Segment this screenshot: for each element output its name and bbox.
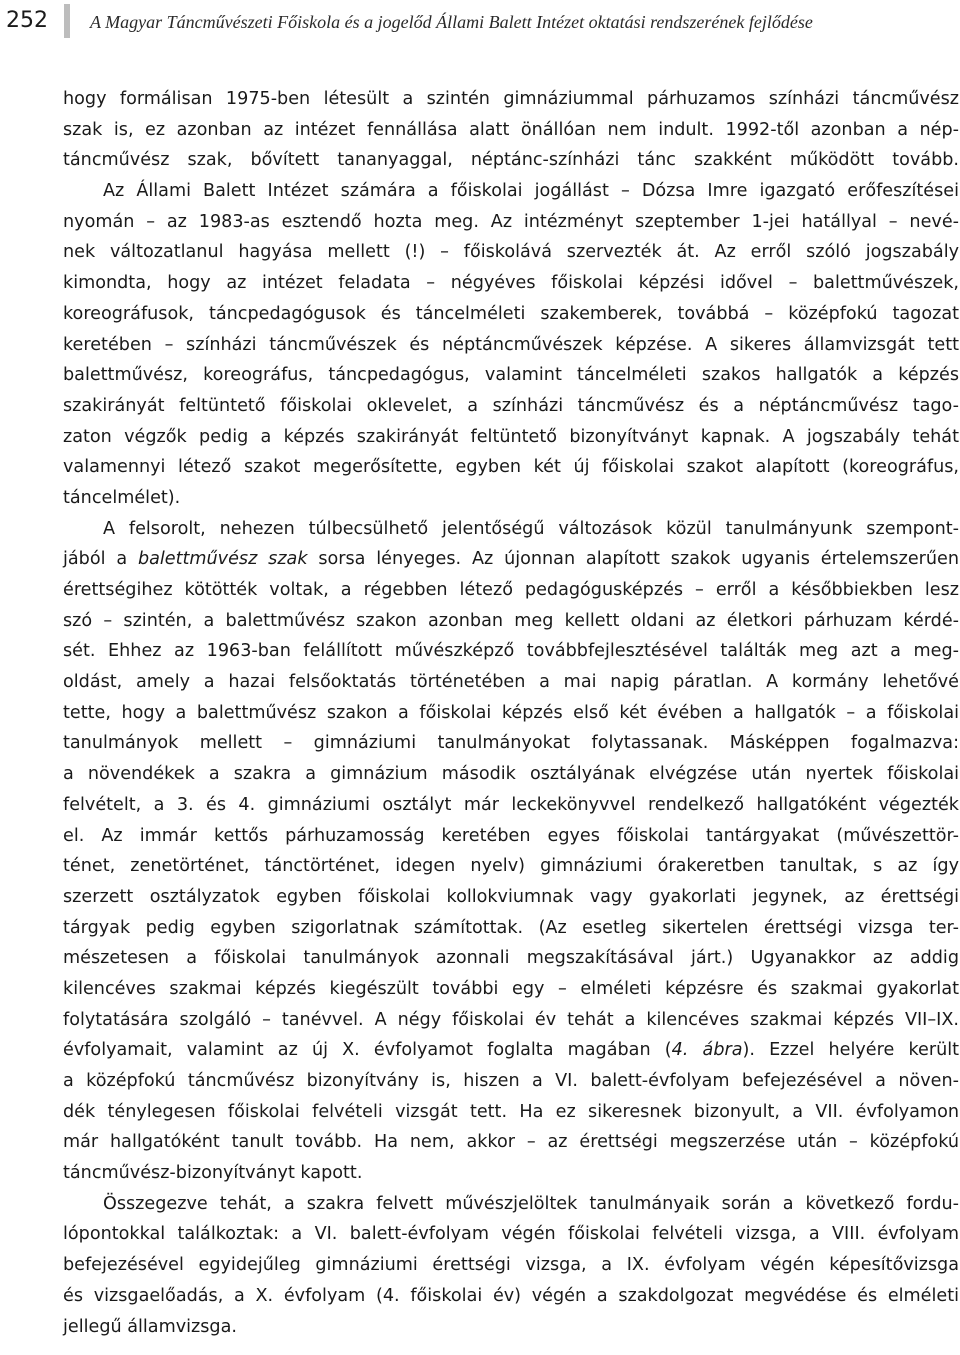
paragraph-line [63, 544, 959, 575]
paragraph-line: hogy formálisan 1975-ben létesült a szintén gimnáziummal párhuzamos színházi táncművész [63, 89, 959, 109]
header-divider [64, 4, 70, 38]
paragraph-line: szakirányát feltüntető főiskolai oklevelet, a színházi táncművész és a néptáncművész tago- [63, 395, 959, 416]
paragraph-line: A felsorolt, nehezen túlbecsülhető jelentőségű változások közül tanulmányunk szempont- [103, 518, 959, 539]
paragraph-line: felvételt, a 3. és 4. gimnáziumi osztályt már leckekönyvvel rendelkező hallgatóként végezték [63, 794, 959, 815]
paragraph-line: mészetesen a főiskolai tanulmányok azonnali megszakításával járt.) Ugyanakkor az addig [63, 948, 959, 969]
paragraph-line: érettségihez kötötték voltak, a régebben létező pedagógusképzés – erről a későbbiekben lesz [63, 580, 959, 600]
figure-reference: 4. ábra [671, 1040, 743, 1061]
text-run: ). Ezzel helyére került [742, 1040, 959, 1061]
paragraph-line: tette, hogy a balettművész szakon a főiskolai képzés első két évében a hallgatók – a főiskolai [63, 702, 959, 723]
paragraph-line [63, 1035, 959, 1066]
paragraph-line: már hallgatóként tanult tovább. Ha nem, akkor – az érettségi megszerzése után – középfokú [63, 1132, 959, 1153]
paragraph-line: valamennyi létező szakot megerősítette, egyben két új főiskolai szakot alapított (koreográfus, [63, 457, 959, 478]
paragraph-line: el. Az immár kettős párhuzamosság keretében egyes főiskolai tantárgyakat (művészettör- [63, 825, 959, 846]
page-number: 252 [6, 8, 48, 33]
paragraph-line: táncelmélet). [63, 487, 181, 508]
paragraph-line: nek változatlanul hagyása mellett (!) – főiskolává szervezték át. Az erről szóló jogszabály [63, 242, 959, 263]
paragraph-line: sét. Ehhez az 1963-ban felállított művészképző továbbfejlesztésével találták meg azt a meg- [63, 641, 959, 662]
paragraph-line: koreográfusok, táncpedagógusok és táncelméleti szakemberek, továbbá – középfokú tagozat [63, 303, 959, 324]
running-title: A Magyar Táncművészeti Főiskola és a jogelőd Állami Balett Intézet oktatási rendszerének fejlődése [90, 12, 813, 32]
paragraph-line: Összegezve tehát, a szakra felvett művészjelöltek tanulmányaik során a következő fordu- [103, 1193, 959, 1214]
paragraph-line: lópontokkal találkoztak: a VI. balett-évfolyam végén főiskolai felvételi vizsga, a VIII. évfolyam [63, 1224, 959, 1245]
text-run: évfolyamait, valamint az új X. évfolyamot foglalta magában ( [63, 1040, 672, 1061]
paragraph-line: tanulmányok mellett – gimnáziumi tanulmányokat folytassanak. Másképpen fogalmazva: [63, 733, 959, 754]
paragraph-line: a középfokú táncművész bizonyítvány is, hiszen a VI. balett-évfolyam befejezésével a növen- [63, 1071, 959, 1091]
paragraph-line: tárgyak pedig egyben szigorlatnak számítottak. (Az esetleg sikertelen érettségi vizsga ter- [63, 917, 959, 938]
paragraph-line: kimondta, hogy az intézet feladata – négyéves főiskolai képzési idővel – balettművészek, [63, 273, 959, 294]
paragraph-line: táncművész szak, bővített tananyaggal, néptánc-színházi tánc szakként működött tovább. [63, 150, 959, 171]
paragraph-line: befejezésével egyidejűleg gimnáziumi érettségi vizsga, a IX. évfolyam végén képesítővizsga [63, 1255, 959, 1276]
paragraph-line: szerzett osztályzatok egyben főiskolai kollokviumnak vagy gyakorlati jegynek, az érettségi [63, 886, 959, 907]
paragraph-line: folytatására szolgáló – tanévvel. A négy főiskolai év tehát a kilencéves szakmai képzés VII–IX. [63, 1009, 959, 1030]
paragraph-line: nyomán – az 1983-as esztendő hozta meg. Az intézményt szeptember 1-jei hatállyal – nevé- [63, 211, 959, 232]
italic-term: balettművész szak [137, 549, 308, 570]
paragraph-line: ténet, zenetörténet, tánctörténet, idegen nyelv) gimnáziumi órakeretben tanultak, s az így [63, 856, 959, 877]
paragraph-line: és vizsgaelőadás, a X. évfolyam (4. főiskolai év) végén a szakdolgozat megvédése és elméleti [63, 1285, 959, 1306]
paragraph-line: zaton végzők pedig a képzés szakirányát feltüntető bizonyítványt kapnak. A jogszabály tehát [63, 426, 959, 447]
paragraph-line: Az Állami Balett Intézet számára a főiskolai jogállást – Dózsa Imre igazgató erőfeszítései [103, 181, 959, 202]
paragraph-line: a növendékek a szakra a gimnázium második osztályának elvégzése után nyertek főiskolai [63, 764, 959, 785]
text-run: jából a [63, 549, 138, 570]
text-run: sorsa lényeges. Az újonnan alapított szakok ugyanis értelemszerűen [307, 549, 959, 570]
paragraph-line: keretében – színházi táncművészek és néptáncművészek képzése. A sikeres államvizsgát tett [63, 334, 959, 355]
paragraph-line: kilencéves szakmai képzés kiegészült további egy – elméleti képzésre és szakmai gyakorlat [63, 978, 959, 999]
paragraph-line: szak is, ez azonban az intézet fennállása alatt önállóan nem indult. 1992-től azonban a nép- [63, 119, 959, 140]
paragraph-line: szó – szintén, a balettművész szakon azonban meg kellett oldani az életkori párhuzam kérdé- [63, 610, 959, 631]
running-header [0, 0, 960, 50]
paragraph-line: dék ténylegesen főiskolai felvételi vizsgát tett. Ha ez sikeresnek bizonyult, a VII. évfolyamon [63, 1101, 959, 1122]
body-text [63, 84, 959, 1342]
paragraph-line: táncművész-bizonyítványt kapott. [63, 1163, 363, 1184]
paragraph-line: balettművész, koreográfus, táncpedagógus, valamint táncelméleti szakos hallgatók a képzés [63, 365, 959, 386]
paragraph-line: oldást, amely a hazai felsőoktatás történetében a mai napig páratlan. A kormány lehetővé [63, 672, 959, 693]
paragraph-line: jellegű államvizsga. [63, 1316, 237, 1337]
